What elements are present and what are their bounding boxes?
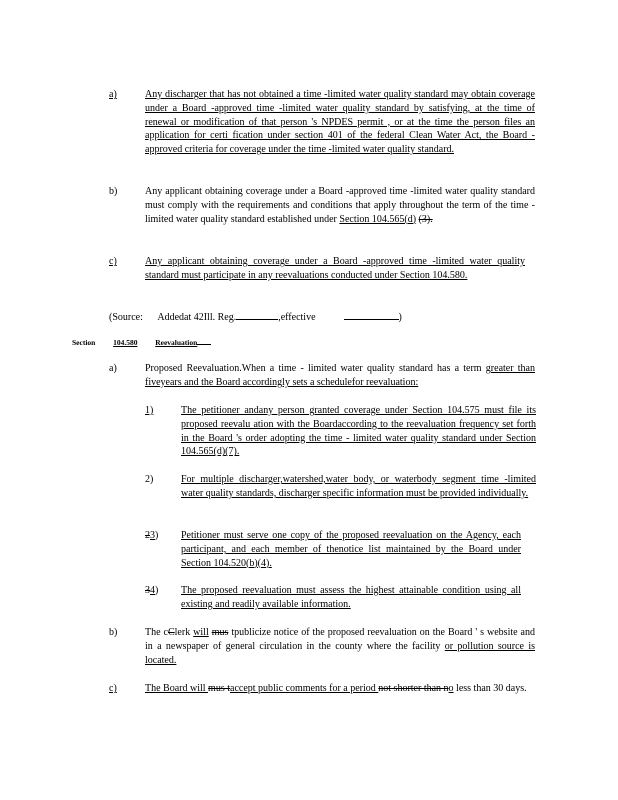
effective-date-blank xyxy=(344,310,399,320)
section-number: 104.580 xyxy=(113,338,138,347)
reeval-c-p4: less than 30 days. xyxy=(453,683,527,694)
section-heading xyxy=(72,336,211,350)
section-label: Section xyxy=(72,338,96,347)
subitem-1-label: 1) xyxy=(145,405,154,416)
item-b-section-ref: Section 104.565(d) xyxy=(339,213,417,225)
reeval-c-not-struck: not shorter than n xyxy=(378,683,449,694)
source-note xyxy=(109,310,402,325)
reeval-b-text xyxy=(145,626,535,667)
reeval-a-underlined: greater than fiveyears and the Board accordingly sets a schedulefor reevaluation: xyxy=(145,363,535,388)
reeval-b-underlined: or pollution source is located. xyxy=(145,640,535,666)
item-b-struck-text: (3). xyxy=(418,213,433,225)
reeval-b-label: b) xyxy=(109,627,118,638)
reeval-b-p1: The c xyxy=(145,627,168,638)
reeval-c-must-struck: mus t xyxy=(208,683,230,694)
section-title-underline xyxy=(197,338,211,345)
subitem-4-label-paren: ) xyxy=(155,585,159,596)
source-close: ) xyxy=(398,312,402,323)
subitem-3-label-struck: 2 xyxy=(145,530,150,541)
source-open: (Source: xyxy=(109,312,143,323)
subitem-3-text: Petitioner must serve one copy of the proposed reevaluation on the Agency, each participant, and each member of thenotice list maintained by the Board under Section 104.520(b)(4). xyxy=(181,530,521,569)
item-c-label: c) xyxy=(109,256,117,267)
register-blank xyxy=(236,310,278,320)
item-a-label: a) xyxy=(109,89,117,100)
reeval-c-p1: The Board will xyxy=(145,683,209,694)
section-title: Reevaluation xyxy=(155,338,198,347)
reeval-c-text xyxy=(145,682,535,696)
item-b-label: b) xyxy=(109,186,118,197)
reeval-b-p3: tpublicize notice of the proposed reevaluation on the Board ' s website and in a newspaper of general circulation in the county where the facility xyxy=(145,627,535,652)
item-a-text: Any discharger that has not obtained a time -limited water quality standard may obtain coverage under a Board -approved time -limited water quality standard by satisfying, at the time of renewal or modification of that person 's NPDES permit , or at the time the person files an application for certi fication under section 401 of the federal Clean Water Act, the Board -approved criteria for coverage under the time -limited water quality standard. xyxy=(145,89,535,156)
subitem-2-text: For multiple discharger,watershed,water body, or waterbody segment time -limited water quality standards, discharger specific information must be provided individually. xyxy=(181,474,536,499)
source-added: Addedat 42Ill. Reg. xyxy=(157,312,237,323)
subitem-3-label-new: 3 xyxy=(150,530,155,541)
reeval-b-must-struck: mus xyxy=(211,627,229,638)
reeval-b-will: will xyxy=(193,627,209,638)
subitem-4-label-struck: 3 xyxy=(145,585,150,596)
reeval-b-p2: lerk xyxy=(174,627,194,638)
subitem-4-label xyxy=(145,584,158,598)
item-b-text xyxy=(145,185,535,226)
subitem-4-text: The proposed reevaluation must assess the highest attainable condition using all existing and readily available information. xyxy=(181,585,521,610)
subitem-3-label xyxy=(145,529,158,543)
reeval-c-label: c) xyxy=(109,683,117,694)
reeval-c-p3: o xyxy=(448,683,454,694)
item-c-text: Any applicant obtaining coverage under a Board -approved time -limited water quality standard must participate in any reevaluations conducted under Section 104.580. xyxy=(145,256,525,281)
reeval-a-label: a) xyxy=(109,363,117,374)
source-effective: ,effective xyxy=(278,312,316,323)
reeval-c-p2: accept public comments for a period xyxy=(230,683,379,694)
reeval-b-struck-c: C xyxy=(167,627,175,638)
subitem-1-text: The petitioner andany person granted coverage under Section 104.575 must file its proposed reevalu ation with the Boardaccording to the reevaluation frequency set forth in the Board 's order adopting the time - limited water quality standard under Section 104.565(d)(7). xyxy=(181,405,536,458)
reeval-a-plain: Proposed Reevaluation.When a time - limited water quality standard has a term xyxy=(145,363,486,374)
subitem-2-label: 2) xyxy=(145,474,154,485)
subitem-4-label-new: 4 xyxy=(150,585,155,596)
subitem-3-label-paren: ) xyxy=(155,530,159,541)
reeval-a-text xyxy=(145,362,535,390)
item-b-main-text: Any applicant obtaining coverage under a Board -approved time -limited water quality standard must comply with the requirements and conditions that apply throughout the term of the time -limited water quality standard established under xyxy=(145,186,535,225)
